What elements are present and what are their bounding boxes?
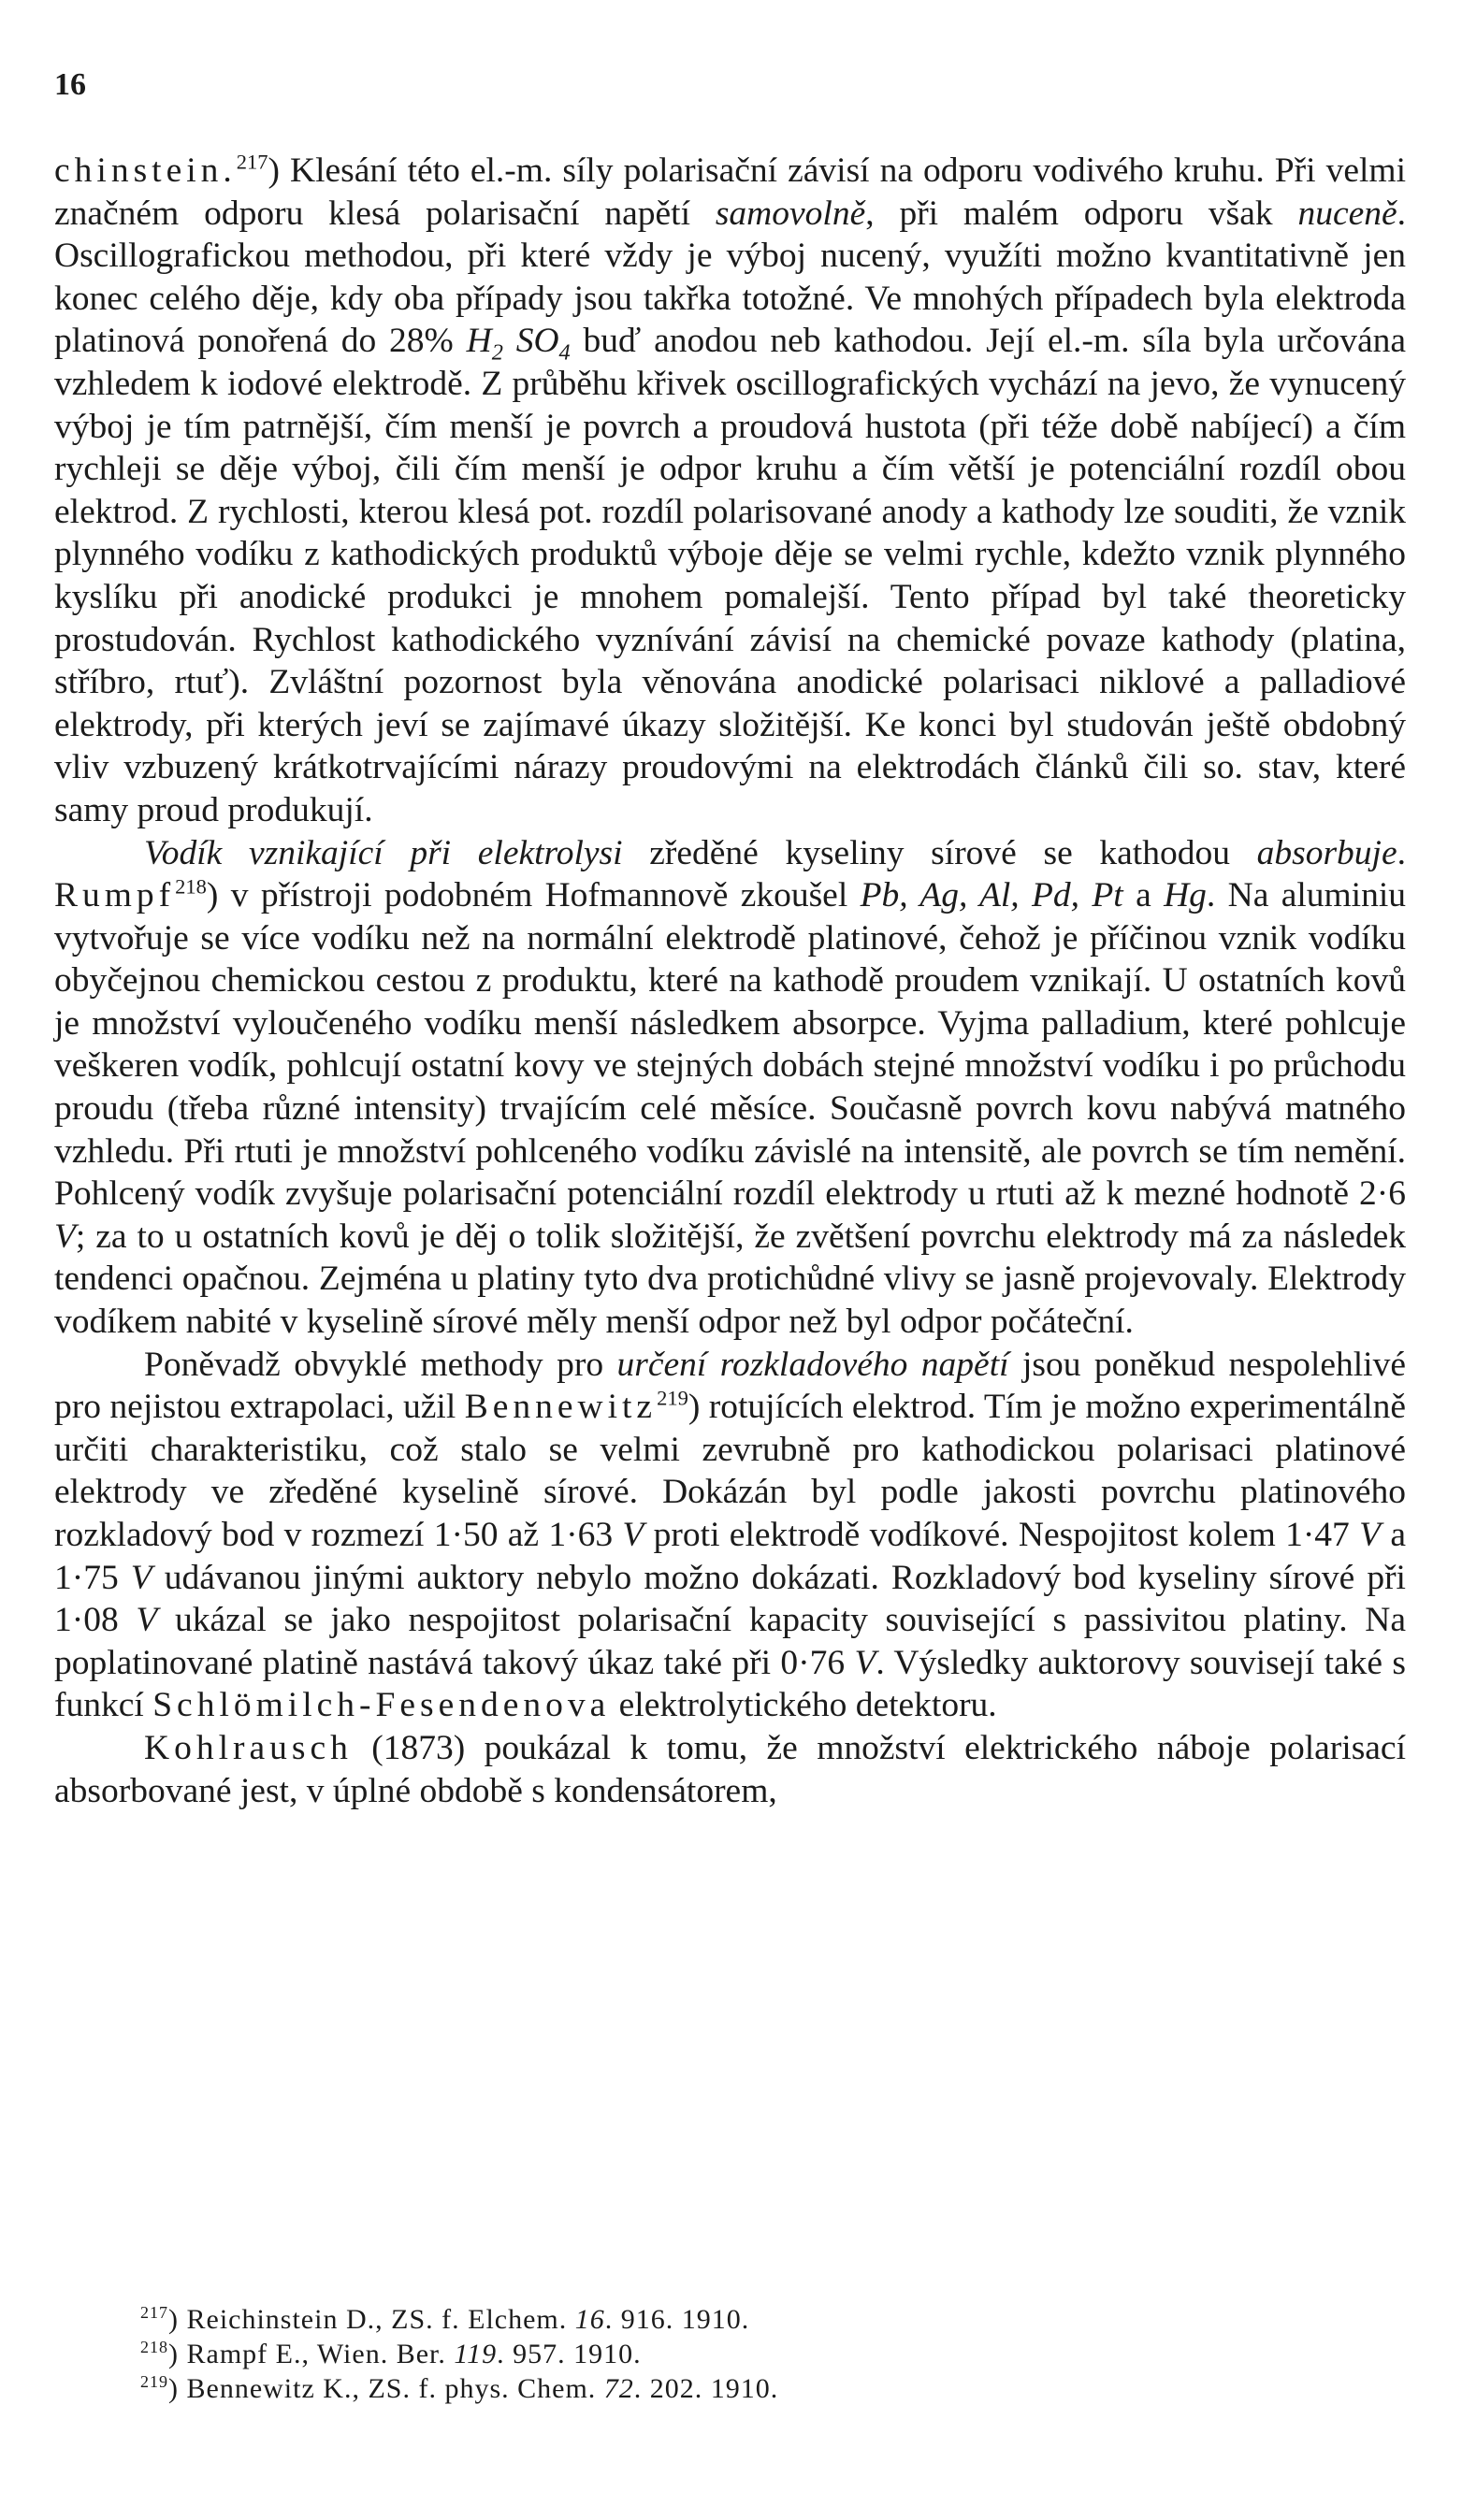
- footnote-ref: 217: [236, 150, 268, 174]
- page-number: 16: [54, 67, 86, 102]
- unit: V: [136, 1601, 158, 1640]
- unit: V: [1359, 1516, 1382, 1554]
- chemical-formula: $H_2$ $SO_4$: [466, 322, 571, 366]
- element-symbols: Pb, Ag, Al, Pd, Pt: [860, 876, 1123, 915]
- author-name: Schlömilch-Fesendenova: [152, 1686, 611, 1725]
- author-name: Bennewitz: [464, 1388, 658, 1427]
- paragraph-1: chinstein.$^{217}$) Klesání této el.-m. síly polarisační závisí na odporu vodivého kruhu. Při velmi značném odporu klesá polarisační napětí samovolně, při malém odporu však nuceně. Oscillografickou methodou, při které vždy je výboj nucený, využíti možno kvantitativně jen konec celého děje, kdy oba případy jsou takřka totožné. Ve mnohých případech byla elektroda platinová ponořená do 28% $H_2$ $SO_4$ buď anodou neb kathodou. Její el.-m. síla byla určována vzhledem k iodové elektrodě. Z průběhu křivek oscillografických vychází na jevo, že vynucený výboj je tím patrnější, čím menší je povrch a proudová hustota (při téže době nabíjecí) a čím rychleji se děje výboj, čili čím menší je odpor kruhu a čím větší je potenciální rozdíl obou elektrod. Z rychlosti, kterou klesá pot. rozdíl polarisované anody a kathody lze souditi, že vznik plynného vodíku z kathodických produktů výboje děje se velmi rychle, kdežto vznik plynného kyslíku při anodické produkci je mnohem pomalejší. Tento případ byl také theoreticky prostudován. Rychlost kathodického vyznívání závisí na chemické povaze kathody (platina, stříbro, rtuť). Zvláštní pozornost byla věnována anodické polarisaci niklové a palladiové elektrody, při kterých jeví se zajímavé úkazy složitější. Ke konci byl studován ještě obdobný vliv vzbuzený krátkotrvajícími nárazy proudovými na elektrodách článků čili so. stav, které samy proud produkují.: [54, 150, 1406, 829]
- footnotes: [140, 2302, 1412, 2406]
- element-symbol: Hg: [1164, 876, 1207, 915]
- unit: V: [854, 1643, 876, 1682]
- unit: V: [622, 1516, 644, 1554]
- author-name: Kohlrausch: [144, 1728, 353, 1767]
- author-name: Rumpf: [54, 876, 176, 915]
- footnote-ref: 219: [657, 1386, 688, 1410]
- paragraph-2: Vodík vznikající při elektrolysi zředěné kyseliny sírové se kathodou absorbuje. Rumpf$^{218}$) v přístroji podobném Hofmannově zkoušel Pb, Ag, Al, Pd, Pt a Hg. Na aluminiu vytvořuje se více vodíku než na normální elektrodě platinové, čehož je příčinou vznik vodíku obyčejnou chemickou cestou z produktu, které na kathodě proudem vznikají. U ostatních kovů je množství vyloučeného vodíku menší následkem absorpce. Vyjma palladium, které pohlcuje veškeren vodík, pohlcují ostatní kovy ve stejných dobách stejné množství vodíku i po průchodu proudu (třeba různé intensity) trvajícím celé měsíce. Současně povrch kovu nabývá matného vzhledu. Při rtuti je množství pohlceného vodíku závislé na intensitě, ale povrch se tím nemění. Pohlcený vodík zvyšuje polarisační potenciální rozdíl elektrody u rtuti až k mezné hodnotě 2·6 V; za to u ostatních kovů je děj o tolik složitější, že zvětšení povrchu elektrody má za následek tendenci opačnou. Zejména u platiny tyto dva protichůdné vlivy se jasně projevovaly. Elektrody vodíkem nabité v kyselině sírové měly menší odpor než byl odpor počáteční.: [54, 833, 1407, 1342]
- emphasis: absorbuje: [1256, 833, 1397, 872]
- footnote-218: $^{218}$) Rampf E., Wien. Ber. 119. 957. 1910.: [140, 2338, 642, 2369]
- footnote-217: $^{217}$) Reichinstein D., ZS. f. Elchem. 16. 916. 1910.: [140, 2303, 750, 2335]
- emphasis: Vodík vznikající při elektrolysi: [144, 833, 623, 872]
- footnote-219: $^{219}$) Bennewitz K., ZS. f. phys. Chem. 72. 202. 1910.: [140, 2372, 779, 2404]
- paragraph-4: Kohlrausch (1873) poukázal k tomu, že množství elektrického náboje polarisací absorbované jest, v úplné obdobě s kondensátorem,: [54, 1728, 1406, 1810]
- paragraph-3: Poněvadž obvyklé methody pro určení rozkladového napětí jsou poněkud nespolehlivé pro nejistou extrapolaci, užil Bennewitz$^{219}$) rotujících elektrod. Tím je možno experimentálně určiti charakteristiku, což stalo se velmi zevrubně pro kathodickou polarisaci platinové elektrody ve zředěné kyselině sírové. Dokázán byl podle jakosti povrchu platinového rozkladový bod v rozmezí 1·50 až 1·63 V proti elektrodě vodíkové. Nespojitost kolem 1·47 V a 1·75 V udávanou jinými auktory nebylo možno dokázati. Rozkladový bod kyseliny sírové při 1·08 V ukázal se jako nespojitost polarisační kapacity související s passivitou platiny. Na poplatinované platině nastává takový úkaz také při 0·76 V. Výsledky auktorovy souvisejí také s funkcí Schlömilch-Fesendenova elektrolytického detektoru.: [54, 1345, 1407, 1725]
- unit: V: [130, 1558, 152, 1597]
- emphasis: nuceně: [1297, 194, 1397, 233]
- body-text: [54, 150, 1406, 1812]
- footnote-ref: 218: [175, 874, 207, 899]
- author-name: chinstein.: [54, 151, 237, 190]
- emphasis: určení rozkladového napětí: [616, 1345, 1009, 1384]
- unit: V: [54, 1217, 76, 1256]
- emphasis: samovolně: [715, 194, 866, 233]
